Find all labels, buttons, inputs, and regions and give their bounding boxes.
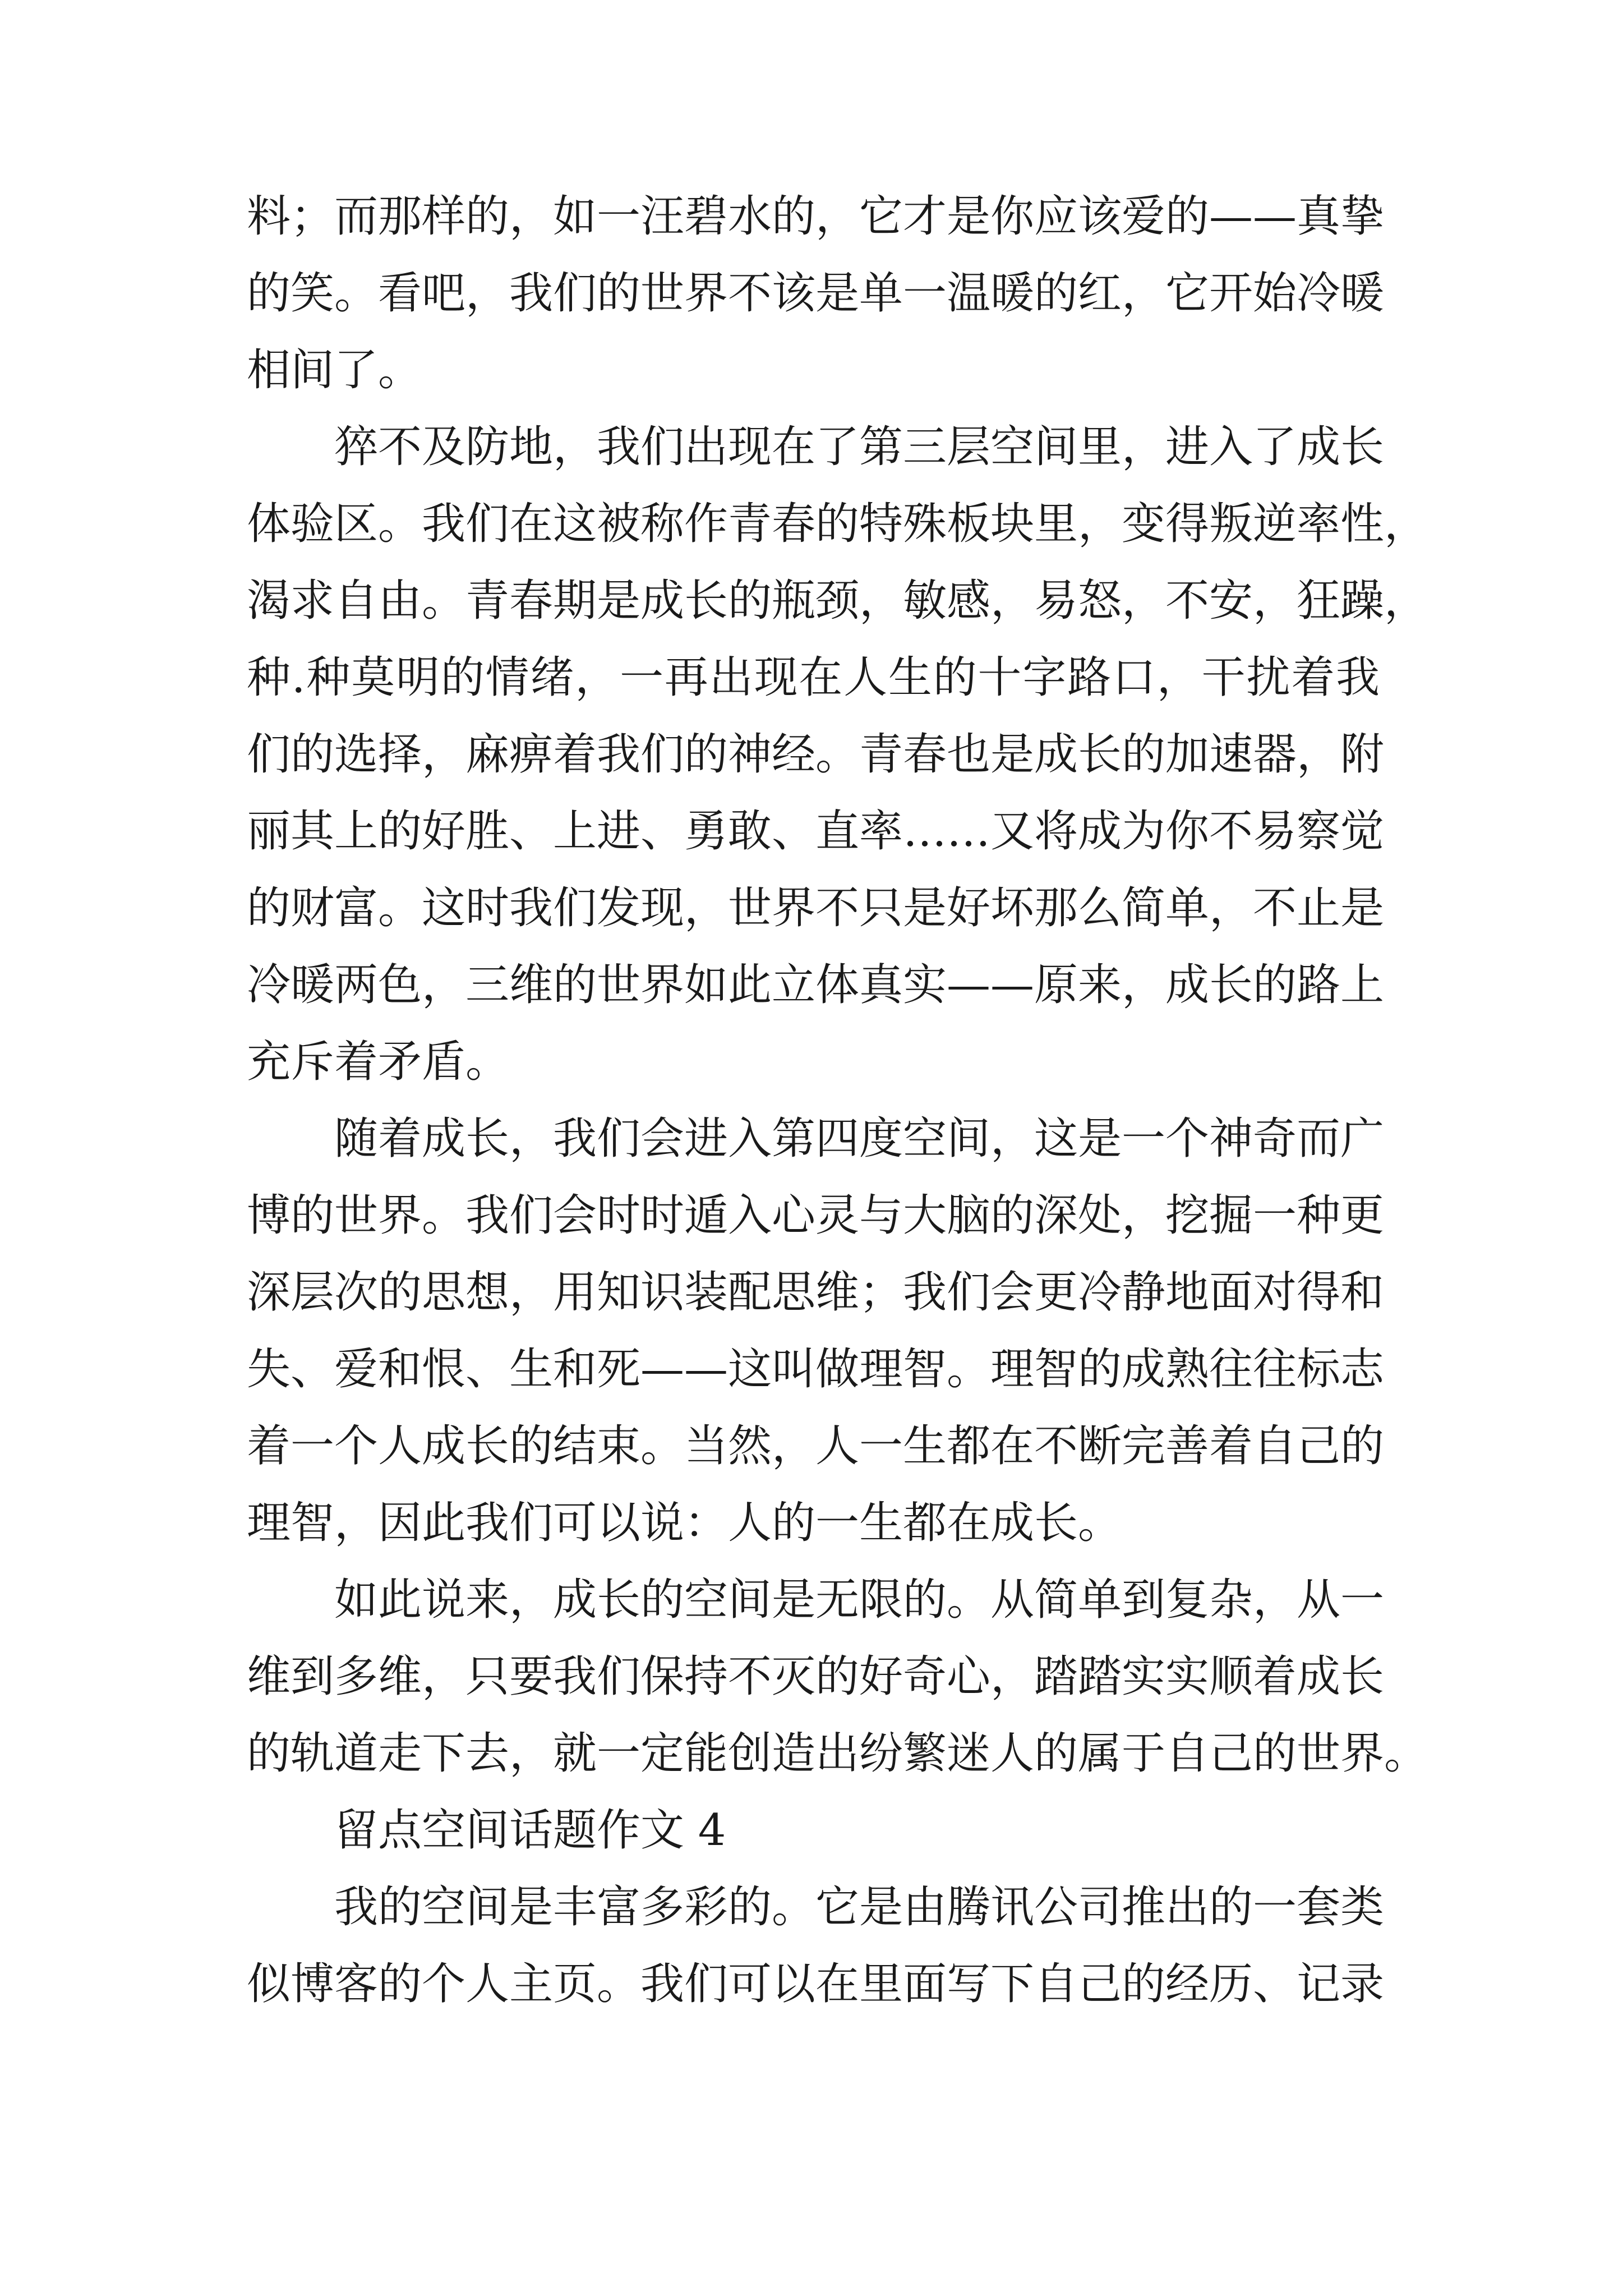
text-line: 充斥着矛盾。 bbox=[247, 1037, 510, 1087]
text-line: 猝不及防地，我们出现在了第三层空间里，进入了成长 bbox=[334, 422, 1385, 472]
text-line: 种.种莫明的情绪，一再出现在人生的十字路口，干扰着我 bbox=[247, 652, 1380, 703]
text-line: 如此说来，成长的空间是无限的。从简单到复杂，从一 bbox=[334, 1575, 1385, 1625]
text-line: 们的选择，麻痹着我们的神经。青春也是成长的加速器，附 bbox=[247, 729, 1385, 780]
text-line: 冷暖两色，三维的世界如此立体真实——原来，成长的路上 bbox=[247, 960, 1385, 1010]
text-line: 体验区。我们在这被称作青春的特殊板块里，变得叛逆率性， bbox=[247, 499, 1428, 549]
text-line: 我的空间是丰富多彩的。它是由腾讯公司推出的一套类 bbox=[334, 1882, 1385, 1932]
text-line: 丽其上的好胜、上进、勇敢、直率……又将成为你不易察觉 bbox=[247, 806, 1385, 857]
text-line: 维到多维，只要我们保持不灭的好奇心，踏踏实实顺着成长 bbox=[247, 1651, 1385, 1702]
text-line: 相间了。 bbox=[247, 345, 422, 395]
text-line: 的笑。看吧，我们的世界不该是单一温暖的红，它开始冷暖 bbox=[247, 268, 1385, 319]
text-line: 失、爱和恨、生和死——这叫做理智。理智的成熟往往标志 bbox=[247, 1344, 1385, 1395]
body-text bbox=[247, 178, 1428, 2023]
text-line: 着一个人成长的结束。当然，人一生都在不断完善着自己的 bbox=[247, 1421, 1385, 1471]
text-line: 的轨道走下去，就一定能创造出纷繁迷人的属于自己的世界。 bbox=[247, 1728, 1428, 1779]
text-line: 深层次的思想，用知识装配思维；我们会更冷静地面对得和 bbox=[247, 1267, 1385, 1318]
text-line: 留点空间话题作文 4 bbox=[334, 1805, 726, 1856]
text-line: 理智，因此我们可以说：人的一生都在成长。 bbox=[247, 1498, 1122, 1548]
text-line: 的财富。这时我们发现，世界不只是好坏那么简单，不止是 bbox=[247, 883, 1385, 933]
text-line: 料；而那样的，如一汪碧水的，它才是你应该爱的——真挚 bbox=[247, 191, 1385, 242]
text-line: 渴求自由。青春期是成长的瓶颈，敏感，易怒，不安，狂躁， bbox=[247, 576, 1428, 626]
text-line: 随着成长，我们会进入第四度空间，这是一个神奇而广 bbox=[334, 1114, 1385, 1164]
text-line: 博的世界。我们会时时遁入心灵与大脑的深处，挖掘一种更 bbox=[247, 1190, 1385, 1241]
text-line: 似博客的个人主页。我们可以在里面写下自己的经历、记录 bbox=[247, 1959, 1385, 2009]
